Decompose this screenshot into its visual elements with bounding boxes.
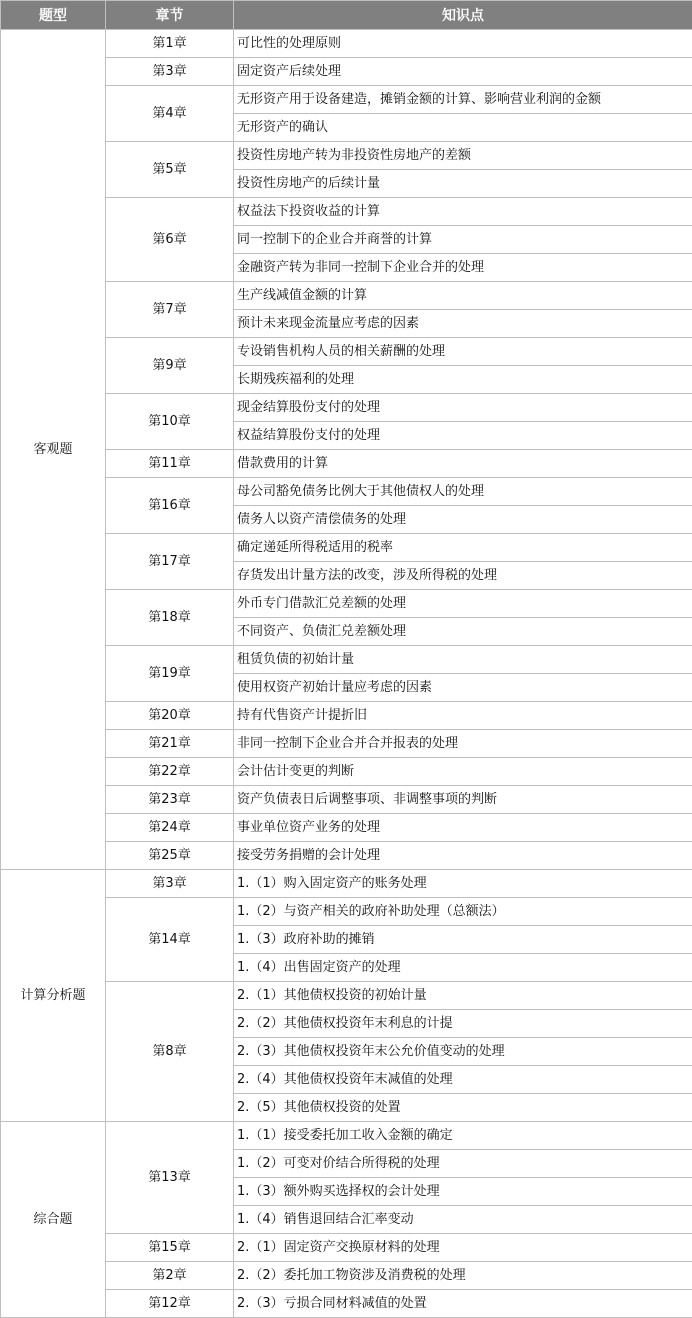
chapter-cell: 第1章: [106, 30, 234, 58]
knowledge-point-cell: 不同资产、负债汇兑差额处理: [234, 618, 692, 646]
chapter-cell: 第22章: [106, 758, 234, 786]
knowledge-point-cell: 2.（2）其他债权投资年末利息的计提: [234, 1010, 692, 1038]
knowledge-point-cell: 2.（3）其他债权投资年末公允价值变动的处理: [234, 1038, 692, 1066]
knowledge-point-cell: 会计估计变更的判断: [234, 758, 692, 786]
chapter-cell: 第3章: [106, 870, 234, 898]
question-type-cell: 客观题: [1, 30, 106, 870]
chapter-cell: 第2章: [106, 1262, 234, 1290]
knowledge-point-cell: 2.（4）其他债权投资年末减值的处理: [234, 1066, 692, 1094]
chapter-cell: 第9章: [106, 338, 234, 394]
chapter-cell: 第11章: [106, 450, 234, 478]
knowledge-point-cell: 权益法下投资收益的计算: [234, 198, 692, 226]
knowledge-point-cell: 2.（5）其他债权投资的处置: [234, 1094, 692, 1122]
knowledge-point-cell: 固定资产后续处理: [234, 58, 692, 86]
knowledge-point-cell: 权益结算股份支付的处理: [234, 422, 692, 450]
knowledge-point-cell: 专设销售机构人员的相关薪酬的处理: [234, 338, 692, 366]
knowledge-point-cell: 事业单位资产业务的处理: [234, 814, 692, 842]
knowledge-point-cell: 预计未来现金流量应考虑的因素: [234, 310, 692, 338]
chapter-cell: 第3章: [106, 58, 234, 86]
question-type-cell: 计算分析题: [1, 870, 106, 1122]
knowledge-point-cell: 同一控制下的企业合并商誉的计算: [234, 226, 692, 254]
knowledge-point-cell: 现金结算股份支付的处理: [234, 394, 692, 422]
header-row: [1, 1, 692, 30]
chapter-cell: 第24章: [106, 814, 234, 842]
knowledge-point-cell: 1.（2）可变对价结合所得税的处理: [234, 1150, 692, 1178]
chapter-cell: 第12章: [106, 1290, 234, 1318]
knowledge-point-cell: 无形资产用于设备建造，摊销金额的计算、影响营业利润的金额: [234, 86, 692, 114]
chapter-cell: 第20章: [106, 702, 234, 730]
knowledge-point-cell: 1.（1）接受委托加工收入金额的确定: [234, 1122, 692, 1150]
knowledge-point-cell: 2.（1）固定资产交换原材料的处理: [234, 1234, 692, 1262]
chapter-cell: 第14章: [106, 898, 234, 982]
chapter-cell: 第25章: [106, 842, 234, 870]
header-type: 题型: [1, 1, 106, 30]
chapter-cell: 第4章: [106, 86, 234, 142]
knowledge-point-cell: 资产负债表日后调整事项、非调整事项的判断: [234, 786, 692, 814]
knowledge-point-cell: 2.（1）其他债权投资的初始计量: [234, 982, 692, 1010]
knowledge-point-cell: 母公司豁免债务比例大于其他债权人的处理: [234, 478, 692, 506]
chapter-cell: 第23章: [106, 786, 234, 814]
knowledge-point-cell: 持有代售资产计提折旧: [234, 702, 692, 730]
knowledge-point-cell: 租赁负债的初始计量: [234, 646, 692, 674]
knowledge-point-cell: 投资性房地产的后续计量: [234, 170, 692, 198]
knowledge-point-cell: 投资性房地产转为非投资性房地产的差额: [234, 142, 692, 170]
table-body: [1, 30, 692, 1318]
chapter-cell: 第6章: [106, 198, 234, 282]
question-type-cell: 综合题: [1, 1122, 106, 1318]
chapter-cell: 第15章: [106, 1234, 234, 1262]
knowledge-point-cell: 无形资产的确认: [234, 114, 692, 142]
knowledge-point-cell: 金融资产转为非同一控制下企业合并的处理: [234, 254, 692, 282]
chapter-cell: 第7章: [106, 282, 234, 338]
knowledge-point-cell: 2.（2）委托加工物资涉及消费税的处理: [234, 1262, 692, 1290]
chapter-cell: 第16章: [106, 478, 234, 534]
chapter-cell: 第21章: [106, 730, 234, 758]
knowledge-point-cell: 2.（3）亏损合同材料减值的处置: [234, 1290, 692, 1318]
knowledge-point-cell: 使用权资产初始计量应考虑的因素: [234, 674, 692, 702]
chapter-cell: 第19章: [106, 646, 234, 702]
chapter-cell: 第18章: [106, 590, 234, 646]
chapter-cell: 第13章: [106, 1122, 234, 1234]
header-chapter: 章节: [106, 1, 234, 30]
knowledge-point-cell: 生产线减值金额的计算: [234, 282, 692, 310]
knowledge-point-cell: 非同一控制下企业合并合并报表的处理: [234, 730, 692, 758]
knowledge-point-cell: 1.（3）额外购买选择权的会计处理: [234, 1178, 692, 1206]
knowledge-point-cell: 确定递延所得税适用的税率: [234, 534, 692, 562]
chapter-cell: 第8章: [106, 982, 234, 1122]
knowledge-point-cell: 1.（4）出售固定资产的处理: [234, 954, 692, 982]
table-row: [1, 1122, 692, 1150]
knowledge-point-cell: 1.（1）购入固定资产的账务处理: [234, 870, 692, 898]
knowledge-point-cell: 外币专门借款汇兑差额的处理: [234, 590, 692, 618]
knowledge-point-cell: 可比性的处理原则: [234, 30, 692, 58]
knowledge-point-cell: 1.（3）政府补助的摊销: [234, 926, 692, 954]
knowledge-point-cell: 长期残疾福利的处理: [234, 366, 692, 394]
knowledge-point-cell: 债务人以资产清偿债务的处理: [234, 506, 692, 534]
knowledge-point-cell: 1.（2）与资产相关的政府补助处理（总额法）: [234, 898, 692, 926]
chapter-cell: 第17章: [106, 534, 234, 590]
table-row: [1, 30, 692, 58]
knowledge-point-cell: 存货发出计量方法的改变，涉及所得税的处理: [234, 562, 692, 590]
knowledge-point-cell: 借款费用的计算: [234, 450, 692, 478]
knowledge-point-cell: 1.（4）销售退回结合汇率变动: [234, 1206, 692, 1234]
chapter-cell: 第10章: [106, 394, 234, 450]
knowledge-point-cell: 接受劳务捐赠的会计处理: [234, 842, 692, 870]
chapter-cell: 第5章: [106, 142, 234, 198]
header-point: 知识点: [234, 1, 692, 30]
table-row: [1, 870, 692, 898]
